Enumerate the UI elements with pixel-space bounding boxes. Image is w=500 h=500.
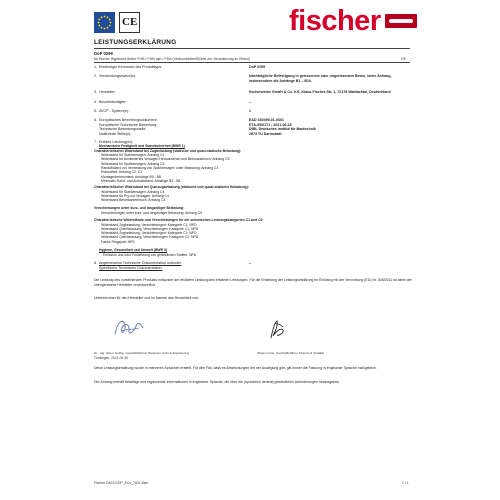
performance-line: Widerstand Querbelastung, Verschiebungen: Kategorie C2: NPD	[101, 235, 199, 240]
shear-heading: Charakteristischer Widerstand bei Querzugbelastung (statische und quasi-statische Belastung):	[94, 185, 249, 189]
performance-line: Widerstand für Stahlversagen: Anhang C4	[101, 189, 165, 194]
performance-line: Randabstand zur Vermeidung von Spaltversagen unter Belastung: Anhang C3	[101, 165, 219, 170]
performance-line: Widerstand Zugbelastung, Verschiebungen: Kategorie C1, NPD	[101, 222, 197, 227]
item-8-label-1: Angemessene Technische Dokumentation und/oder	[99, 261, 182, 265]
certification-logos	[94, 12, 140, 33]
translation-note: Diese Leistungserklärung wurde in mehreren Sprachen erstellt. Für den Fall, dass es Abweichungen bei der Auslegung gibt, gilt immer die Fassung in englischer Sprache maßgeblich.	[94, 366, 377, 370]
footer-filename: Fischer DATA DOP_ECs_7401.xlsm	[94, 481, 149, 485]
performance-line: Widerstand Zugbelastung, Verschiebungen: Kategorie C2: NPD	[101, 231, 197, 236]
signed-for-statement: Unterzeichnet für den Hersteller und im Namen des Herstellers von:	[94, 296, 200, 300]
left-signature-icon	[112, 316, 146, 340]
performance-subheading: Mechanische Festigkeit und Standsicherheit (BWR 1)	[99, 144, 185, 148]
signature-place-date: Tumlingen, 2021-06-30	[94, 356, 128, 360]
performance-line: Verschiebungen unter kurz- und langzeitiger Belastung: Anhang C5	[101, 210, 203, 215]
fischer-plug-icon	[385, 14, 417, 28]
displacement-heading: Verschiebungen unter kurz- und langzeitiger Belastung:	[94, 206, 185, 210]
document-page: CE fischer LEISTUNGSERKLÄRUNG DoP 0299 für fischer Highbond Anker FHB / FHB dyn / FDA (Verbunddübel/Dübel zur Verankerung im Beton) DE 1. Eindeutiger Kenncode des Produkttyps: DoP 0299 2. Verwendungszweck(e): Nachträgliche Befestigung in gerissenem oder ungerissenem Beton, siehe Anhang, insbesondere die Anhänge B1 – B10. 3. Hersteller: fischerwerke GmbH & Co. KG, Klaus-Fischer-Str. 1, 72178 Waldachtal, Deutschland 4. Bevollmächtigter: -- 5. AVCP - System(e): 1 6. Europäisches Bewertungsdokument: EAD 330499-01-0601 Europäische Technische Bewertung: ETA-05/0171 ; 2021-06-23 Technische Bewertungsstelle: DIBt- Deutsches Institut für Bautechnik Notifizierte Stelle(n): 2873 TU Darmstadt 7. Erklärte Leistung(en): Mechanische Festigkeit und Standsicherheit (BWR 1) Charakteristischer Widerstand bei Zugbelastung (statische und quasi-statische Belastung): Widerstand für Stahlversagen: Anhang C1 Widerstand für kombiniertes Versagen Herausziehen und Betonausbruch: Anhang C3 Widerstand für Spaltversagen: Anhang C3 Randabstand zur Vermeidung von Spaltversagen unter Belastung: Anhang C3 Robustheit: Anhang C2, C3 Montagedrehmoment: Anhänge B5 - B8 Minimaler Rand- und Achsabstand: Anhänge B3 - B8 Charakteristischer Widerstand bei Querzugbelastung (statische und quasi-statische Belastung): Widerstand für Stahlversagen: Anhang C4 Widerstand für Pry-out Versagen: Anhang C4 Widerstand Betonkantenbruch: Anhang C4 Verschiebungen unter kurz- und langzeitiger Belastung: Verschiebungen unter kurz- und langzeitiger Belastung: Anhang C5 Charakteristische Widerstände und Verschiebungen für die seismischen Leistungskategorien C1 und C2: Widerstand Zugbelastung, Verschiebungen: Kategorie C1, NPD Widerstand Querbelastung, Verschiebungen: Kategorie C1, NPD Widerstand Zugbelastung, Verschiebungen: Kategorie C2: NPD Widerstand Querbelastung, Verschiebungen: Kategorie C2: NPD Faktor Ringspalt: NPD Hygiene, Gesundheit und Umwelt (BWR 3) Emission und oder Freisetzung von gefährlichen Stoffen: NPD 8. Angemessene Technische Dokumentation und/oder -- Spezifische Technische Dokumentation: Die Leistung des vorstehenden Produkts entspricht der erklärten Leistung/den erklärten Leistungen. Für die Erstellung der Leistungserklärung im Einklang mit der Verordnung (EU) Nr. 305/2011 ist allein der obengenannte Hersteller verantwortlich. Unterzeichnet für den Hersteller und im Namen des Herstellers von: Dr. -Ing. Oliver Geibig, Geschäftsführer Business Units & Engineering Tumlingen, 2021-06-30 Jürgen Grün, Geschäftsführer Chemie & Qualität Diese Leistungserklärung wurde in mehreren Sprachen erstellt. Für den Fall, dass es Abweichungen bei der Auslegung gibt, gilt immer die Fassung in englischer Sprache maßgeblich. Der Anhang enthält freiwillige und ergänzende Informationen in englischer Sprache, die über die (sprachlich neutral) gesetzlichen Anforderungen hinausgehen. Fischer DATA DOP_ECs_7401.xlsm 1 / 1	[0, 0, 500, 500]
brand-name: fischer	[289, 5, 381, 37]
eu-stars-icon	[94, 12, 115, 33]
performance-line: Widerstand für Spaltversagen: Anhang C3	[101, 161, 165, 166]
page-title: LEISTUNGSERKLÄRUNG	[94, 39, 177, 46]
performance-line: Minimaler Rand- und Achsabstand: Anhänge B3 - B8	[101, 178, 181, 183]
ce-mark-icon	[119, 12, 140, 33]
language-code: DE	[401, 57, 406, 61]
item-8-label-2: Spezifische Technische Dokumentation:	[99, 265, 163, 270]
right-signature-caption: Jürgen Grün, Geschäftsführer Chemie & Qualität	[257, 351, 324, 355]
header-divider	[94, 62, 410, 63]
performance-line: Faktor Ringspalt: NPD	[101, 239, 135, 244]
page-number: 1 / 1	[402, 481, 409, 485]
performance-line: Widerstand Querbelastung, Verschiebungen: Kategorie C1, NPD	[101, 226, 199, 231]
seismic-heading: Charakteristische Widerstände und Verschiebungen für die seismischen Leistungskategorien C1 und C2:	[94, 218, 264, 222]
dop-number: DoP 0299	[94, 51, 113, 56]
brand-logo	[289, 6, 417, 36]
title-divider	[94, 48, 410, 49]
static-heading: Charakteristischer Widerstand bei Zugbelastung (statische und quasi-statische Belastung):	[94, 148, 242, 153]
performance-line: Widerstand für Stahlversagen: Anhang C1	[101, 153, 165, 157]
performance-line: Widerstand für Pry-out Versagen: Anhang C4	[101, 193, 169, 198]
ce-mark-text: CE	[122, 16, 138, 28]
performance-line: Montagedrehmoment: Anhänge B5 - B8	[101, 174, 161, 179]
left-signature-caption: Dr. -Ing. Oliver Geibig, Geschäftsführer Business Units & Engineering	[94, 351, 190, 355]
hygiene-line: Emission und oder Freisetzung von gefährlichen Stoffen: NPD	[103, 252, 197, 257]
hygiene-heading: Hygiene, Gesundheit und Umwelt (BWR 3)	[99, 248, 168, 252]
appendix-note: Der Anhang enthält freiwillige und ergänzende Informationen in englischer Sprache, die über die (sprachlich neutral) gesetzlichen Anforderungen hinausgehen.	[94, 380, 340, 384]
right-signature-icon	[265, 318, 289, 342]
performance-line: Widerstand Betonkantenbruch: Anhang C4	[101, 198, 166, 203]
product-line: für fischer Highbond Anker FHB / FHB dyn / FDA (Verbunddübel/Dübel zur Verankerung im Beton)	[94, 57, 251, 61]
performance-line: Widerstand für kombiniertes Versagen Herausziehen und Betonausbruch: Anhang C3	[101, 157, 230, 162]
performance-line: Robustheit: Anhang C2, C3	[101, 170, 143, 175]
conformity-statement: Die Leistung des vorstehenden Produkts entspricht der erklärten Leistung/den erklärten Leistungen. Für die Erstellung der Leistungserklärung im Einklang mit der Verordnung (EU) Nr. 305/2011 ist allein der obengenannte Hersteller verantwortlich.	[94, 278, 412, 287]
